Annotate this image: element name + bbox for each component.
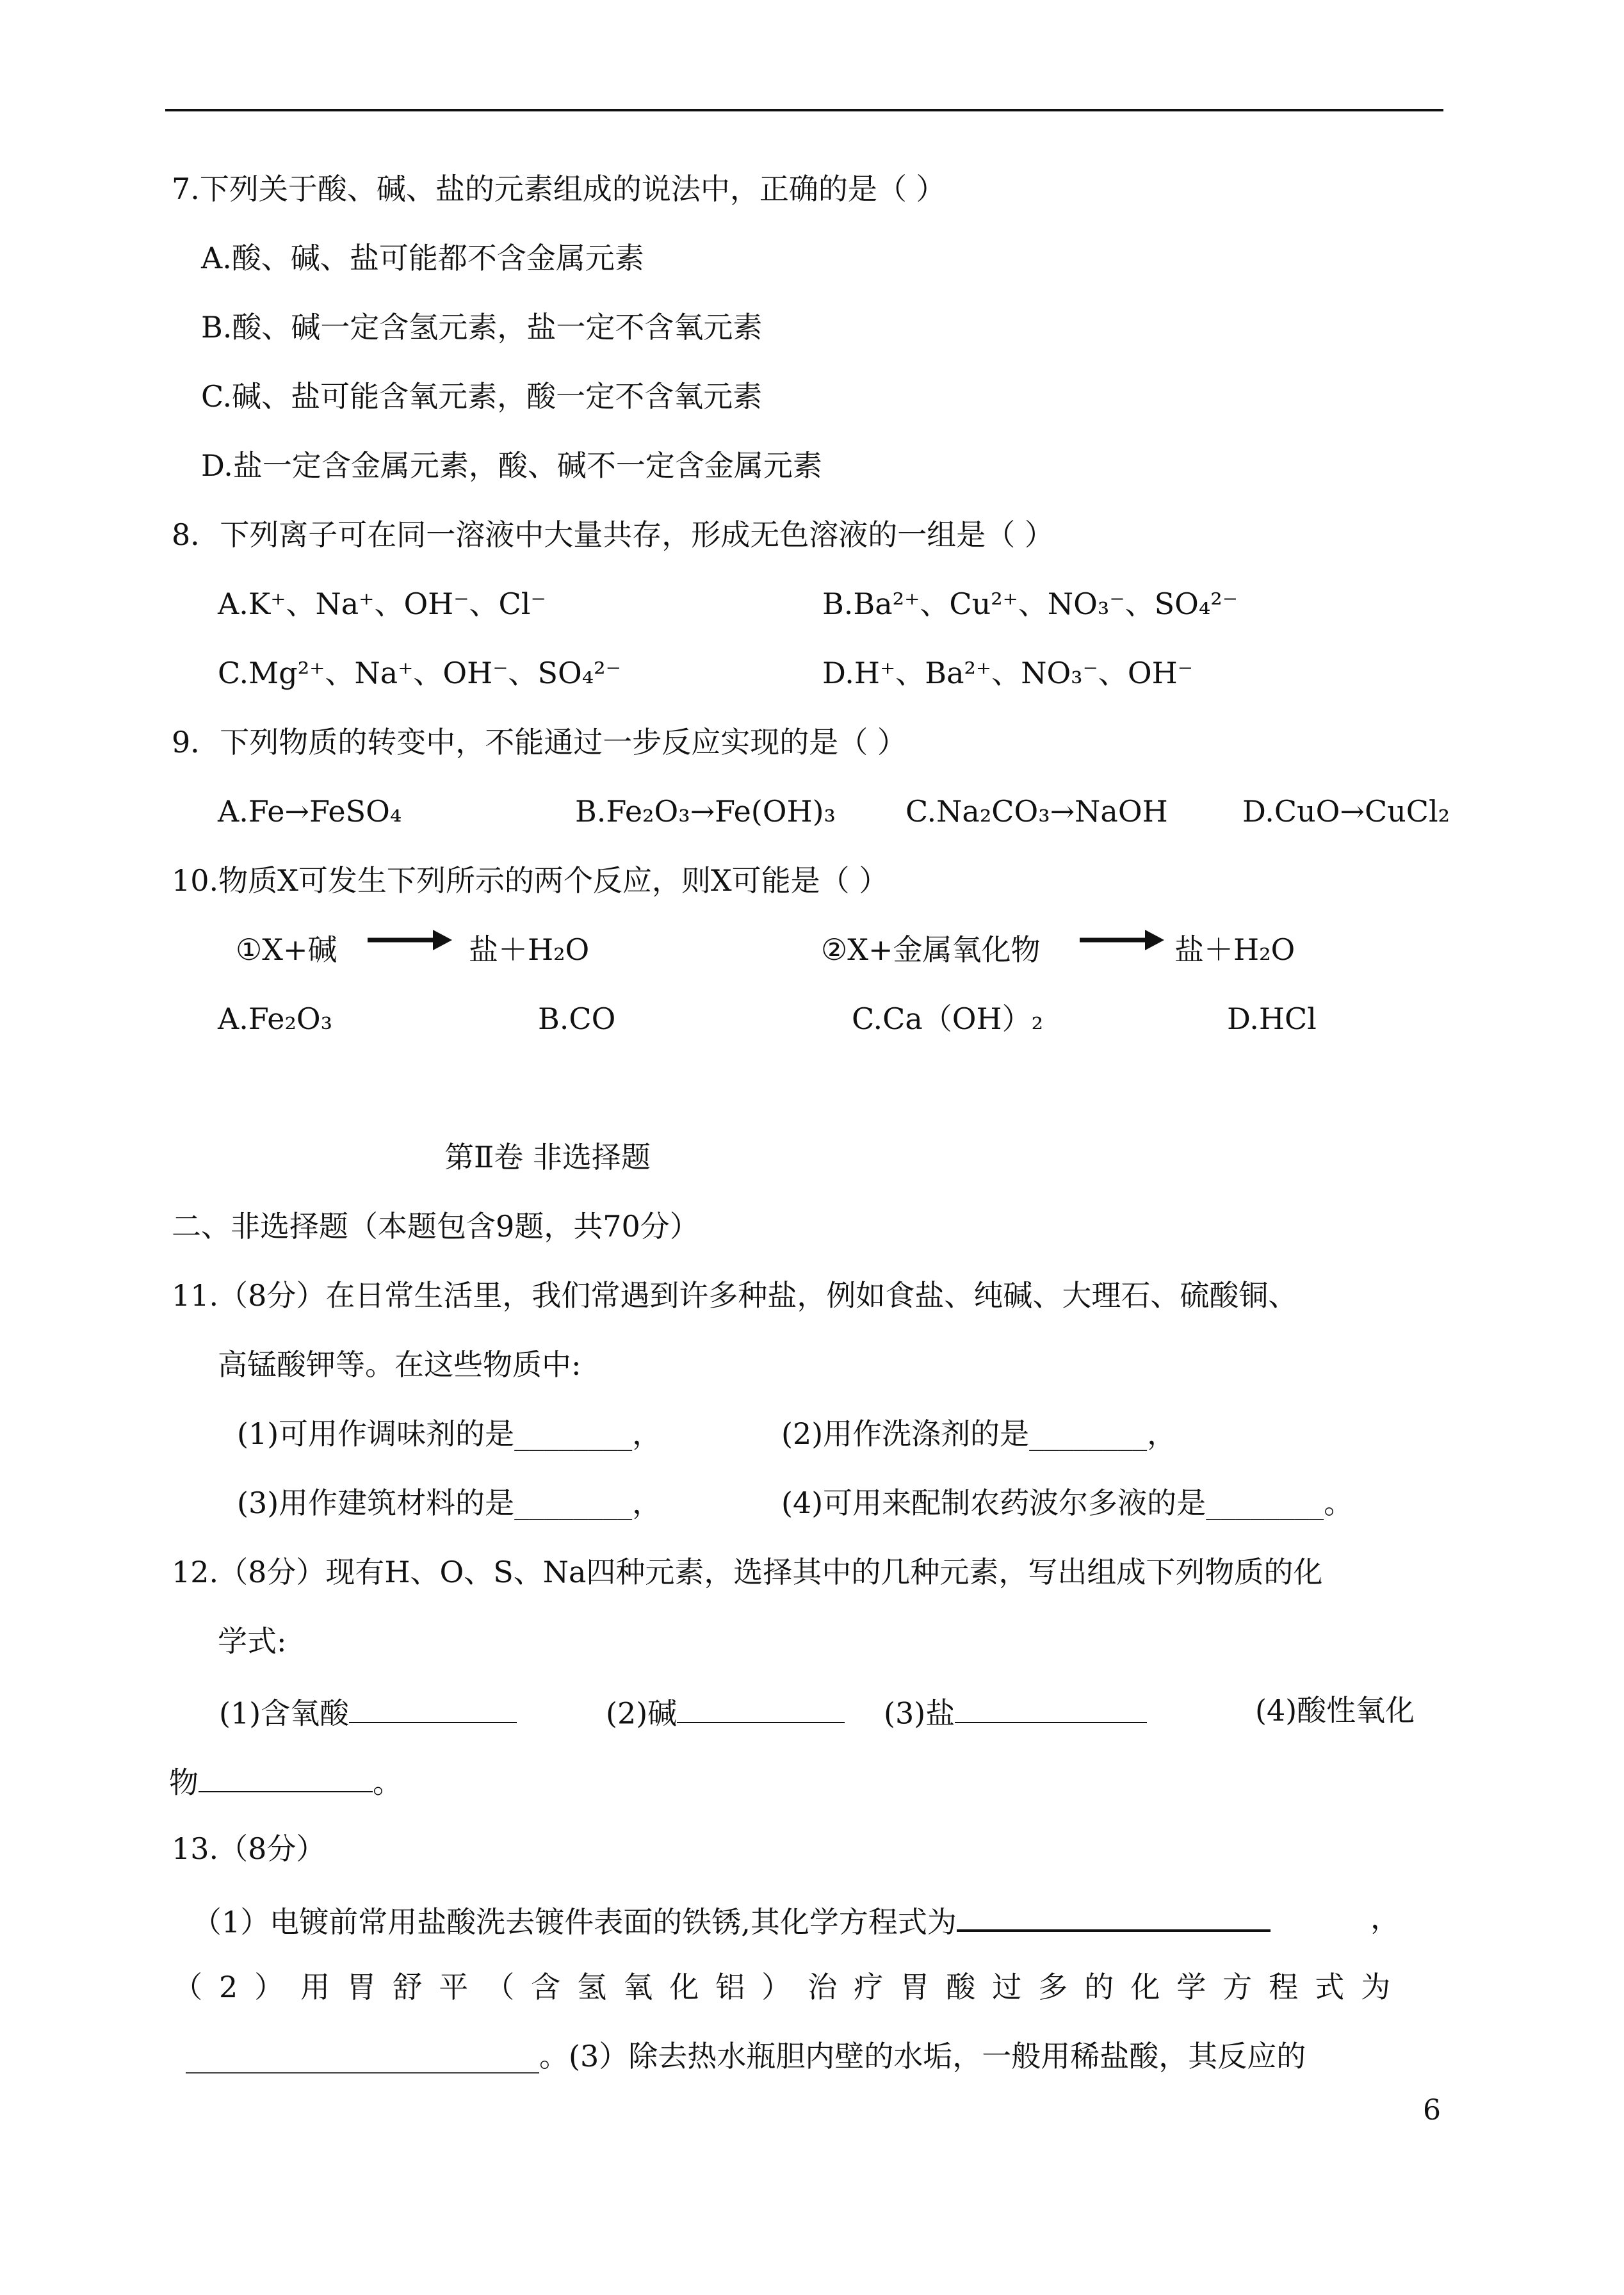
q12-end-mark: 。 [373, 1765, 402, 1800]
q9-option-c: C.Na₂CO₃→NaOH [905, 794, 1168, 829]
section-title: 第Ⅱ卷 非选择题 [444, 1140, 651, 1174]
q13-line1-end: ， [1370, 1901, 1400, 1935]
q8-stem: 8．下列离子可在同一溶液中大量共存，形成无色溶液的一组是（ ） [172, 517, 1054, 552]
q13-line3-text: 。(3）除去热水瓶胆内壁的水垢，一般用稀盐酸，其反应的 [539, 2039, 1306, 2073]
q13-blank-1[interactable] [957, 1903, 1271, 1932]
q11-line2: 高锰酸钾等。在这些物质中: [218, 1347, 581, 1382]
q11-part2: (2)用作洗涤剂的是________， [781, 1416, 1177, 1451]
q10-option-a: A.Fe₂O₃ [218, 1002, 333, 1036]
q13-line1-text: （1）电镀前常用盐酸洗去镀件表面的铁锈,其化学方程式为 [192, 1904, 957, 1940]
q13-blank-2[interactable]: ________________________ [186, 2039, 539, 2073]
q7-option-c: C.碱、盐可能含氧元素，酸一定不含氧元素 [201, 379, 763, 414]
q10-option-d: D.HCl [1227, 1002, 1317, 1036]
q12-blank-2[interactable] [677, 1696, 845, 1723]
q11-part4: (4)可用来配制农药波尔多液的是________。 [781, 1486, 1354, 1520]
q13-line1 [192, 1903, 1271, 1940]
q8-option-a: A.K⁺、Na⁺、OH⁻、Cl⁻ [218, 587, 546, 621]
q11-part3: (3)用作建筑材料的是________， [237, 1486, 662, 1520]
reaction1-arrow-icon [365, 927, 455, 953]
q12-part4-tail-label: 物 [169, 1765, 199, 1800]
q12-part2-label: (2)碱 [606, 1696, 678, 1731]
q10-reaction2-right: 盐＋H₂O [1174, 932, 1295, 967]
q10-stem: 10.物质X可发生下列所示的两个反应，则X可能是（ ） [172, 863, 889, 898]
q12-blank-3[interactable] [955, 1696, 1147, 1723]
q9-option-b: B.Fe₂O₃→Fe(OH)₃ [575, 794, 836, 829]
q10-reaction1-left: ①X+碱 [236, 932, 337, 967]
q9-option-a: A.Fe→FeSO₄ [218, 794, 402, 829]
q13-head: 13.（8分） [172, 1831, 326, 1866]
q11-part1: (1)可用作调味剂的是________， [237, 1416, 662, 1451]
q10-reaction1-right: 盐＋H₂O [469, 932, 590, 967]
q7-option-d: D.盐一定含金属元素，酸、碱不一定含金属元素 [201, 448, 822, 483]
q8-option-d: D.H⁺、Ba²⁺、NO₃⁻、OH⁻ [822, 656, 1193, 690]
q12-blank-4[interactable] [199, 1765, 373, 1792]
section-heading: 二、非选择题（本题包含9题，共70分） [172, 1209, 699, 1244]
reaction2-arrow-icon [1077, 927, 1167, 953]
header-rule [165, 109, 1443, 111]
q10-option-c: C.Ca（OH）₂ [852, 1002, 1044, 1036]
q12-part3-label: (3)盐 [884, 1696, 955, 1731]
q9-option-d: D.CuO→CuCl₂ [1242, 794, 1450, 829]
q12-part4: (4)酸性氧化 [1255, 1693, 1415, 1728]
q7-option-a: A.酸、碱、盐可能都不含金属元素 [201, 241, 644, 275]
q7-option-b: B.酸、碱一定含氢元素，盐一定不含氧元素 [201, 310, 763, 345]
q13-line2: （2）用胃舒平（含氢氧化铝）治疗胃酸过多的化学方程式为 [173, 1970, 1408, 2004]
page-number: 6 [1423, 2094, 1441, 2127]
q10-reaction2-left: ②X+金属氧化物 [821, 932, 1041, 967]
q12-line1: 12.（8分）现有H、O、S、Na四种元素，选择其中的几种元素，写出组成下列物质的化 [172, 1555, 1323, 1589]
q8-option-b: B.Ba²⁺、Cu²⁺、NO₃⁻、SO₄²⁻ [822, 587, 1238, 621]
q7-stem: 7.下列关于酸、碱、盐的元素组成的说法中，正确的是（ ） [172, 172, 946, 206]
q12-part2 [606, 1696, 845, 1731]
q12-part4-tail [169, 1765, 402, 1800]
q12-part1-label: (1)含氧酸 [219, 1696, 350, 1731]
q13-line3 [186, 2041, 1306, 2071]
q9-stem: 9．下列物质的转变中，不能通过一步反应实现的是（ ） [172, 725, 907, 759]
q8-option-c: C.Mg²⁺、Na⁺、OH⁻、SO₄²⁻ [218, 656, 621, 690]
q10-option-b: B.CO [538, 1002, 616, 1036]
q12-line2: 学式: [218, 1624, 287, 1658]
q12-part1 [219, 1696, 517, 1731]
q12-part3 [884, 1696, 1147, 1731]
q12-blank-1[interactable] [349, 1696, 517, 1723]
q11-line1: 11.（8分）在日常生活里，我们常遇到许多种盐，例如食盐、纯碱、大理石、硫酸铜、 [172, 1278, 1298, 1313]
